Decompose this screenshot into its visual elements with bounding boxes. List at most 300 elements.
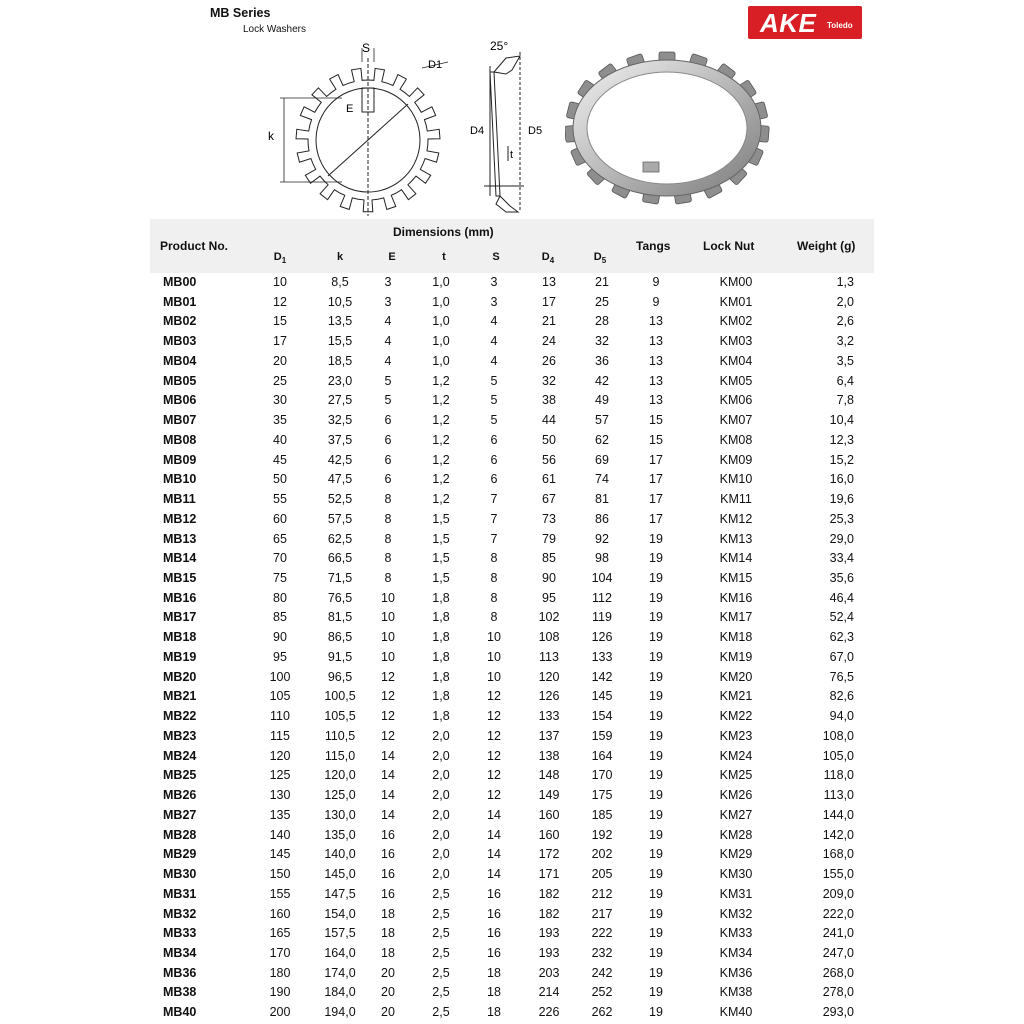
cell-k: 32,5 <box>327 413 353 428</box>
cell-k: 105,5 <box>324 709 356 724</box>
cell-tangs: 19 <box>649 768 663 783</box>
cell-d5: 133 <box>591 649 613 664</box>
cell-d4: 203 <box>538 965 560 980</box>
cell-k: 37,5 <box>327 432 353 447</box>
cell-k: 42,5 <box>327 452 353 467</box>
cell-d4: 226 <box>538 1005 560 1020</box>
cell-e: 8 <box>384 492 392 507</box>
cell-lock-nut: KM05 <box>719 373 753 388</box>
cell-e: 16 <box>381 847 395 862</box>
table-row <box>0 826 1024 846</box>
cell-tangs: 17 <box>649 492 663 507</box>
header-dim-d1: $D_1$ <box>273 251 287 266</box>
table-row <box>0 391 1024 411</box>
cell-weight: 142,0 <box>822 827 854 842</box>
cell-e: 16 <box>381 827 395 842</box>
cell-d1: 17 <box>273 334 287 349</box>
cell-d5: 217 <box>591 906 613 921</box>
cell-weight: 278,0 <box>822 985 854 1000</box>
cell-s: 12 <box>487 709 501 724</box>
cell-e: 5 <box>384 373 392 388</box>
cell-t: 1,0 <box>432 275 450 289</box>
cell-d4: 193 <box>538 945 560 960</box>
cell-lock-nut: KM32 <box>719 906 753 921</box>
cell-d5: 28 <box>595 314 609 329</box>
cell-lock-nut: KM22 <box>719 709 753 724</box>
cell-d4: 137 <box>538 728 560 743</box>
cell-weight: 94,0 <box>829 709 854 724</box>
cell-d4: 113 <box>539 649 559 664</box>
table-row <box>0 687 1024 707</box>
cell-d5: 92 <box>595 531 609 546</box>
cell-s: 18 <box>487 985 501 1000</box>
header-dim-e: E <box>388 251 396 263</box>
cell-s: 14 <box>487 807 501 822</box>
cell-d1: 170 <box>269 945 291 960</box>
cell-weight: 1,3 <box>836 275 854 289</box>
cell-s: 12 <box>487 728 501 743</box>
cell-lock-nut: KM04 <box>719 353 753 368</box>
cell-lock-nut: KM11 <box>720 492 752 507</box>
cell-d5: 42 <box>595 373 609 388</box>
cell-e: 6 <box>384 413 392 428</box>
cell-d1: 15 <box>273 314 287 329</box>
cell-k: 130,0 <box>324 807 356 822</box>
cell-tangs: 19 <box>649 827 663 842</box>
cell-s: 4 <box>490 353 498 368</box>
cell-lock-nut: KM24 <box>719 748 753 763</box>
cell-product-no: MB15 <box>163 571 197 586</box>
cell-d5: 242 <box>591 965 613 980</box>
cell-d1: 115 <box>270 728 290 743</box>
cell-e: 14 <box>381 768 395 783</box>
cell-product-no: MB30 <box>163 867 197 882</box>
cell-d5: 49 <box>595 393 609 408</box>
table-row <box>0 786 1024 806</box>
cell-e: 20 <box>381 965 395 980</box>
cell-t: 1,0 <box>432 334 450 349</box>
cell-d1: 160 <box>269 906 291 921</box>
cell-k: 71,5 <box>327 571 353 586</box>
cell-s: 12 <box>487 689 501 704</box>
cell-product-no: MB29 <box>163 847 197 862</box>
cell-lock-nut: KM02 <box>719 314 753 329</box>
cell-k: 91,5 <box>327 649 353 664</box>
cell-tangs: 17 <box>649 511 663 526</box>
cell-e: 20 <box>381 985 395 1000</box>
cell-d5: 185 <box>591 807 613 822</box>
cell-e: 12 <box>381 709 395 724</box>
cell-s: 10 <box>487 630 501 645</box>
cell-weight: 144,0 <box>822 807 854 822</box>
cell-t: 1,5 <box>432 511 450 526</box>
cell-k: 8,5 <box>331 275 349 289</box>
cell-d4: 13 <box>542 275 556 289</box>
cell-d1: 200 <box>269 1005 291 1020</box>
cell-product-no: MB04 <box>163 353 197 368</box>
logo-sub-text: Toledo <box>827 21 853 30</box>
cell-lock-nut: KM09 <box>719 452 753 467</box>
cell-d5: 112 <box>592 590 612 605</box>
cell-tangs: 19 <box>649 867 663 882</box>
cell-t: 1,2 <box>432 452 450 467</box>
cell-tangs: 19 <box>649 985 663 1000</box>
cell-s: 12 <box>487 788 501 803</box>
table-row <box>0 727 1024 747</box>
cell-weight: 82,6 <box>829 689 854 704</box>
cell-weight: 155,0 <box>822 867 854 882</box>
cell-d1: 90 <box>273 630 287 645</box>
cell-product-no: MB24 <box>163 748 197 763</box>
cell-t: 1,5 <box>432 531 450 546</box>
cell-tangs: 13 <box>649 314 663 329</box>
cell-k: 27,5 <box>327 393 353 408</box>
cell-d4: 21 <box>542 314 556 329</box>
cell-s: 6 <box>490 472 498 487</box>
cell-tangs: 19 <box>649 965 663 980</box>
cell-product-no: MB18 <box>163 630 197 645</box>
cell-lock-nut: KM31 <box>719 886 753 901</box>
cell-k: 23,0 <box>327 373 353 388</box>
cell-s: 3 <box>490 294 498 309</box>
cell-k: 52,5 <box>327 492 353 507</box>
cell-e: 4 <box>384 334 392 349</box>
cell-lock-nut: KM29 <box>719 847 753 862</box>
cell-d1: 130 <box>269 788 291 803</box>
cell-t: 1,8 <box>432 649 450 664</box>
header-dim-k: k <box>336 251 344 263</box>
cell-d4: 102 <box>538 610 560 625</box>
cell-e: 6 <box>384 432 392 447</box>
cell-t: 1,5 <box>432 571 450 586</box>
cell-product-no: MB40 <box>163 1005 197 1020</box>
table-row <box>0 885 1024 905</box>
cell-k: 96,5 <box>327 669 353 684</box>
cell-product-no: MB19 <box>163 649 197 664</box>
cell-t: 2,0 <box>432 847 450 862</box>
cell-tangs: 19 <box>649 590 663 605</box>
cell-e: 16 <box>381 867 395 882</box>
cell-product-no: MB06 <box>163 393 197 408</box>
cell-e: 10 <box>381 649 395 664</box>
cell-product-no: MB16 <box>163 590 197 605</box>
cell-tangs: 19 <box>649 571 663 586</box>
cell-t: 1,8 <box>432 630 450 645</box>
cell-d4: 95 <box>542 590 556 605</box>
cell-d5: 205 <box>591 867 613 882</box>
cell-t: 1,8 <box>432 709 450 724</box>
cell-k: 62,5 <box>327 531 353 546</box>
table-row <box>0 747 1024 767</box>
cell-e: 12 <box>381 728 395 743</box>
cell-s: 7 <box>490 492 498 507</box>
cell-e: 20 <box>381 1005 395 1020</box>
cell-weight: 33,4 <box>829 551 854 566</box>
cell-weight: 46,4 <box>829 590 854 605</box>
cell-lock-nut: KM17 <box>719 610 753 625</box>
cell-k: 174,0 <box>324 965 356 980</box>
cell-lock-nut: KM23 <box>719 728 753 743</box>
cell-t: 1,0 <box>432 314 450 329</box>
cell-d1: 70 <box>273 551 287 566</box>
cell-lock-nut: KM03 <box>719 334 753 349</box>
table-row <box>0 648 1024 668</box>
cell-lock-nut: KM10 <box>719 472 753 487</box>
cell-product-no: MB26 <box>163 788 197 803</box>
cell-t: 1,8 <box>432 669 450 684</box>
cell-lock-nut: KM01 <box>719 294 753 309</box>
cell-d5: 74 <box>595 472 609 487</box>
cell-tangs: 13 <box>649 393 663 408</box>
page-title: MB Series <box>210 6 271 20</box>
cell-product-no: MB33 <box>163 926 197 941</box>
table-row <box>0 944 1024 964</box>
cell-d1: 155 <box>269 886 291 901</box>
cell-d1: 40 <box>273 432 287 447</box>
lock-washer-technical-drawing <box>262 36 562 216</box>
cell-t: 2,5 <box>432 945 450 960</box>
cell-t: 1,2 <box>432 472 450 487</box>
cell-tangs: 19 <box>649 610 663 625</box>
cell-d4: 149 <box>538 788 560 803</box>
cell-t: 1,8 <box>432 590 450 605</box>
cell-s: 16 <box>487 886 501 901</box>
cell-e: 10 <box>381 590 395 605</box>
cell-lock-nut: KM34 <box>719 945 753 960</box>
cell-tangs: 19 <box>649 728 663 743</box>
header-tangs: Tangs <box>636 239 671 253</box>
cell-d1: 55 <box>273 492 287 507</box>
cell-d5: 192 <box>591 827 613 842</box>
header-locknut: Lock Nut <box>703 239 755 253</box>
cell-tangs: 13 <box>649 353 663 368</box>
cell-tangs: 19 <box>649 945 663 960</box>
cell-t: 2,5 <box>432 1005 450 1020</box>
cell-tangs: 13 <box>649 373 663 388</box>
cell-s: 6 <box>490 452 498 467</box>
cell-weight: 16,0 <box>829 472 854 487</box>
cell-d1: 12 <box>273 294 287 309</box>
cell-e: 18 <box>381 926 395 941</box>
cell-e: 16 <box>381 886 395 901</box>
cell-k: 164,0 <box>324 945 356 960</box>
cell-d5: 86 <box>595 511 609 526</box>
cell-s: 14 <box>487 827 501 842</box>
cell-weight: 62,3 <box>829 630 854 645</box>
cell-t: 1,5 <box>432 551 450 566</box>
table-row <box>0 1003 1024 1023</box>
cell-s: 5 <box>490 373 498 388</box>
cell-d1: 95 <box>273 649 287 664</box>
cell-lock-nut: KM36 <box>719 965 753 980</box>
cell-product-no: MB13 <box>163 531 197 546</box>
cell-d5: 232 <box>591 945 613 960</box>
cell-s: 18 <box>487 965 501 980</box>
cell-e: 12 <box>381 689 395 704</box>
cell-tangs: 19 <box>649 1005 663 1020</box>
cell-lock-nut: KM28 <box>719 827 753 842</box>
cell-t: 2,0 <box>432 748 450 763</box>
cell-k: 18,5 <box>327 353 353 368</box>
cell-d4: 38 <box>542 393 556 408</box>
cell-d1: 45 <box>273 452 287 467</box>
cell-weight: 105,0 <box>822 748 854 763</box>
table-header <box>150 219 874 273</box>
cell-product-no: MB07 <box>163 413 197 428</box>
table-row <box>0 964 1024 984</box>
cell-weight: 52,4 <box>829 610 854 625</box>
cell-k: 125,0 <box>324 788 356 803</box>
cell-s: 14 <box>487 847 501 862</box>
cell-t: 2,5 <box>432 886 450 901</box>
cell-d1: 100 <box>269 669 291 684</box>
cell-d1: 25 <box>273 373 287 388</box>
cell-d1: 10 <box>273 275 287 289</box>
cell-tangs: 17 <box>649 452 663 467</box>
cell-d4: 90 <box>542 571 556 586</box>
table-row <box>0 312 1024 332</box>
cell-s: 4 <box>490 334 498 349</box>
cell-d4: 108 <box>538 630 560 645</box>
cell-tangs: 19 <box>649 531 663 546</box>
dimension-lines <box>280 48 448 182</box>
cell-d5: 104 <box>591 571 613 586</box>
cell-tangs: 13 <box>649 334 663 349</box>
cell-d5: 81 <box>595 492 609 507</box>
cell-e: 6 <box>384 452 392 467</box>
cell-d5: 69 <box>595 452 609 467</box>
cell-d4: 120 <box>538 669 560 684</box>
cell-tangs: 19 <box>649 886 663 901</box>
cell-k: 110,5 <box>324 728 356 743</box>
table-row <box>0 845 1024 865</box>
label-t: t <box>510 149 514 161</box>
cell-product-no: MB11 <box>163 492 196 507</box>
cell-tangs: 19 <box>649 847 663 862</box>
cell-s: 14 <box>487 867 501 882</box>
cell-d4: 67 <box>542 492 556 507</box>
table-row <box>0 707 1024 727</box>
cell-s: 8 <box>490 610 498 625</box>
cell-product-no: MB09 <box>163 452 197 467</box>
cell-product-no: MB23 <box>163 728 197 743</box>
cell-d4: 85 <box>542 551 556 566</box>
cell-tangs: 15 <box>649 432 663 447</box>
cell-k: 145,0 <box>324 867 356 882</box>
cell-d4: 160 <box>538 827 560 842</box>
cell-e: 3 <box>384 275 392 289</box>
cell-weight: 247,0 <box>822 945 854 960</box>
cell-t: 2,5 <box>432 965 450 980</box>
cell-tangs: 19 <box>649 630 663 645</box>
cell-k: 81,5 <box>327 610 353 625</box>
cell-d4: 193 <box>538 926 560 941</box>
cell-product-no: MB28 <box>163 827 197 842</box>
header-weight: Weight (g) <box>797 239 856 253</box>
cell-s: 7 <box>490 531 498 546</box>
cell-e: 4 <box>384 314 392 329</box>
cell-product-no: MB36 <box>163 965 197 980</box>
label-d5: D5 <box>528 125 543 137</box>
cell-e: 14 <box>381 788 395 803</box>
cell-d4: 61 <box>542 472 556 487</box>
cell-product-no: MB25 <box>163 768 197 783</box>
cell-tangs: 19 <box>649 709 663 724</box>
cell-s: 8 <box>490 590 498 605</box>
cell-tangs: 19 <box>649 669 663 684</box>
cell-d5: 252 <box>591 985 613 1000</box>
cell-d5: 25 <box>595 294 609 309</box>
cell-e: 8 <box>384 511 392 526</box>
header-dimensions: Dimensions (mm) <box>393 225 494 239</box>
table-row <box>0 372 1024 392</box>
cell-d4: 138 <box>538 748 560 763</box>
cell-t: 1,8 <box>432 689 450 704</box>
cell-lock-nut: KM18 <box>719 630 753 645</box>
cell-product-no: MB20 <box>163 669 197 684</box>
cell-t: 1,2 <box>432 492 450 507</box>
cell-s: 12 <box>487 768 501 783</box>
cell-weight: 209,0 <box>822 886 854 901</box>
cell-weight: 108,0 <box>822 728 854 743</box>
cell-tangs: 15 <box>649 413 663 428</box>
label-d4: D4 <box>470 125 485 137</box>
cell-s: 4 <box>490 314 498 329</box>
cell-d1: 65 <box>273 531 287 546</box>
cell-d5: 222 <box>591 926 613 941</box>
cell-k: 154,0 <box>324 906 356 921</box>
cell-s: 6 <box>490 432 498 447</box>
cell-d5: 32 <box>595 334 609 349</box>
cell-d5: 175 <box>591 788 613 803</box>
cell-weight: 10,4 <box>829 413 854 428</box>
cell-d1: 80 <box>273 590 287 605</box>
cell-lock-nut: KM06 <box>719 393 753 408</box>
cell-k: 194,0 <box>324 1005 356 1020</box>
table-row <box>0 983 1024 1003</box>
cell-s: 12 <box>487 748 501 763</box>
cell-k: 15,5 <box>327 334 353 349</box>
table-row <box>0 905 1024 925</box>
cell-weight: 118,0 <box>823 768 854 783</box>
label-k: k <box>268 129 274 143</box>
table-row <box>0 549 1024 569</box>
cell-weight: 19,6 <box>829 492 854 507</box>
cell-e: 18 <box>381 906 395 921</box>
cell-product-no: MB08 <box>163 432 197 447</box>
cell-e: 3 <box>384 294 392 309</box>
cell-t: 2,5 <box>432 926 450 941</box>
cell-d4: 24 <box>542 334 556 349</box>
cell-lock-nut: KM00 <box>719 275 753 289</box>
cell-lock-nut: KM21 <box>719 689 753 704</box>
cell-k: 66,5 <box>327 551 353 566</box>
table-row <box>0 530 1024 550</box>
label-angle: 25° <box>490 39 509 53</box>
cell-d5: 159 <box>591 728 613 743</box>
cell-product-no: MB14 <box>163 551 197 566</box>
cell-product-no: MB05 <box>163 373 197 388</box>
header-dim-d4: $D_4$ <box>541 251 555 266</box>
cell-e: 14 <box>381 807 395 822</box>
cell-d5: 154 <box>591 709 613 724</box>
cell-d1: 110 <box>270 709 290 724</box>
logo-main-text: AKE <box>760 8 817 38</box>
cell-e: 4 <box>384 353 392 368</box>
cell-lock-nut: KM14 <box>719 551 753 566</box>
cell-product-no: MB02 <box>163 314 197 329</box>
cell-k: 100,5 <box>324 689 356 704</box>
